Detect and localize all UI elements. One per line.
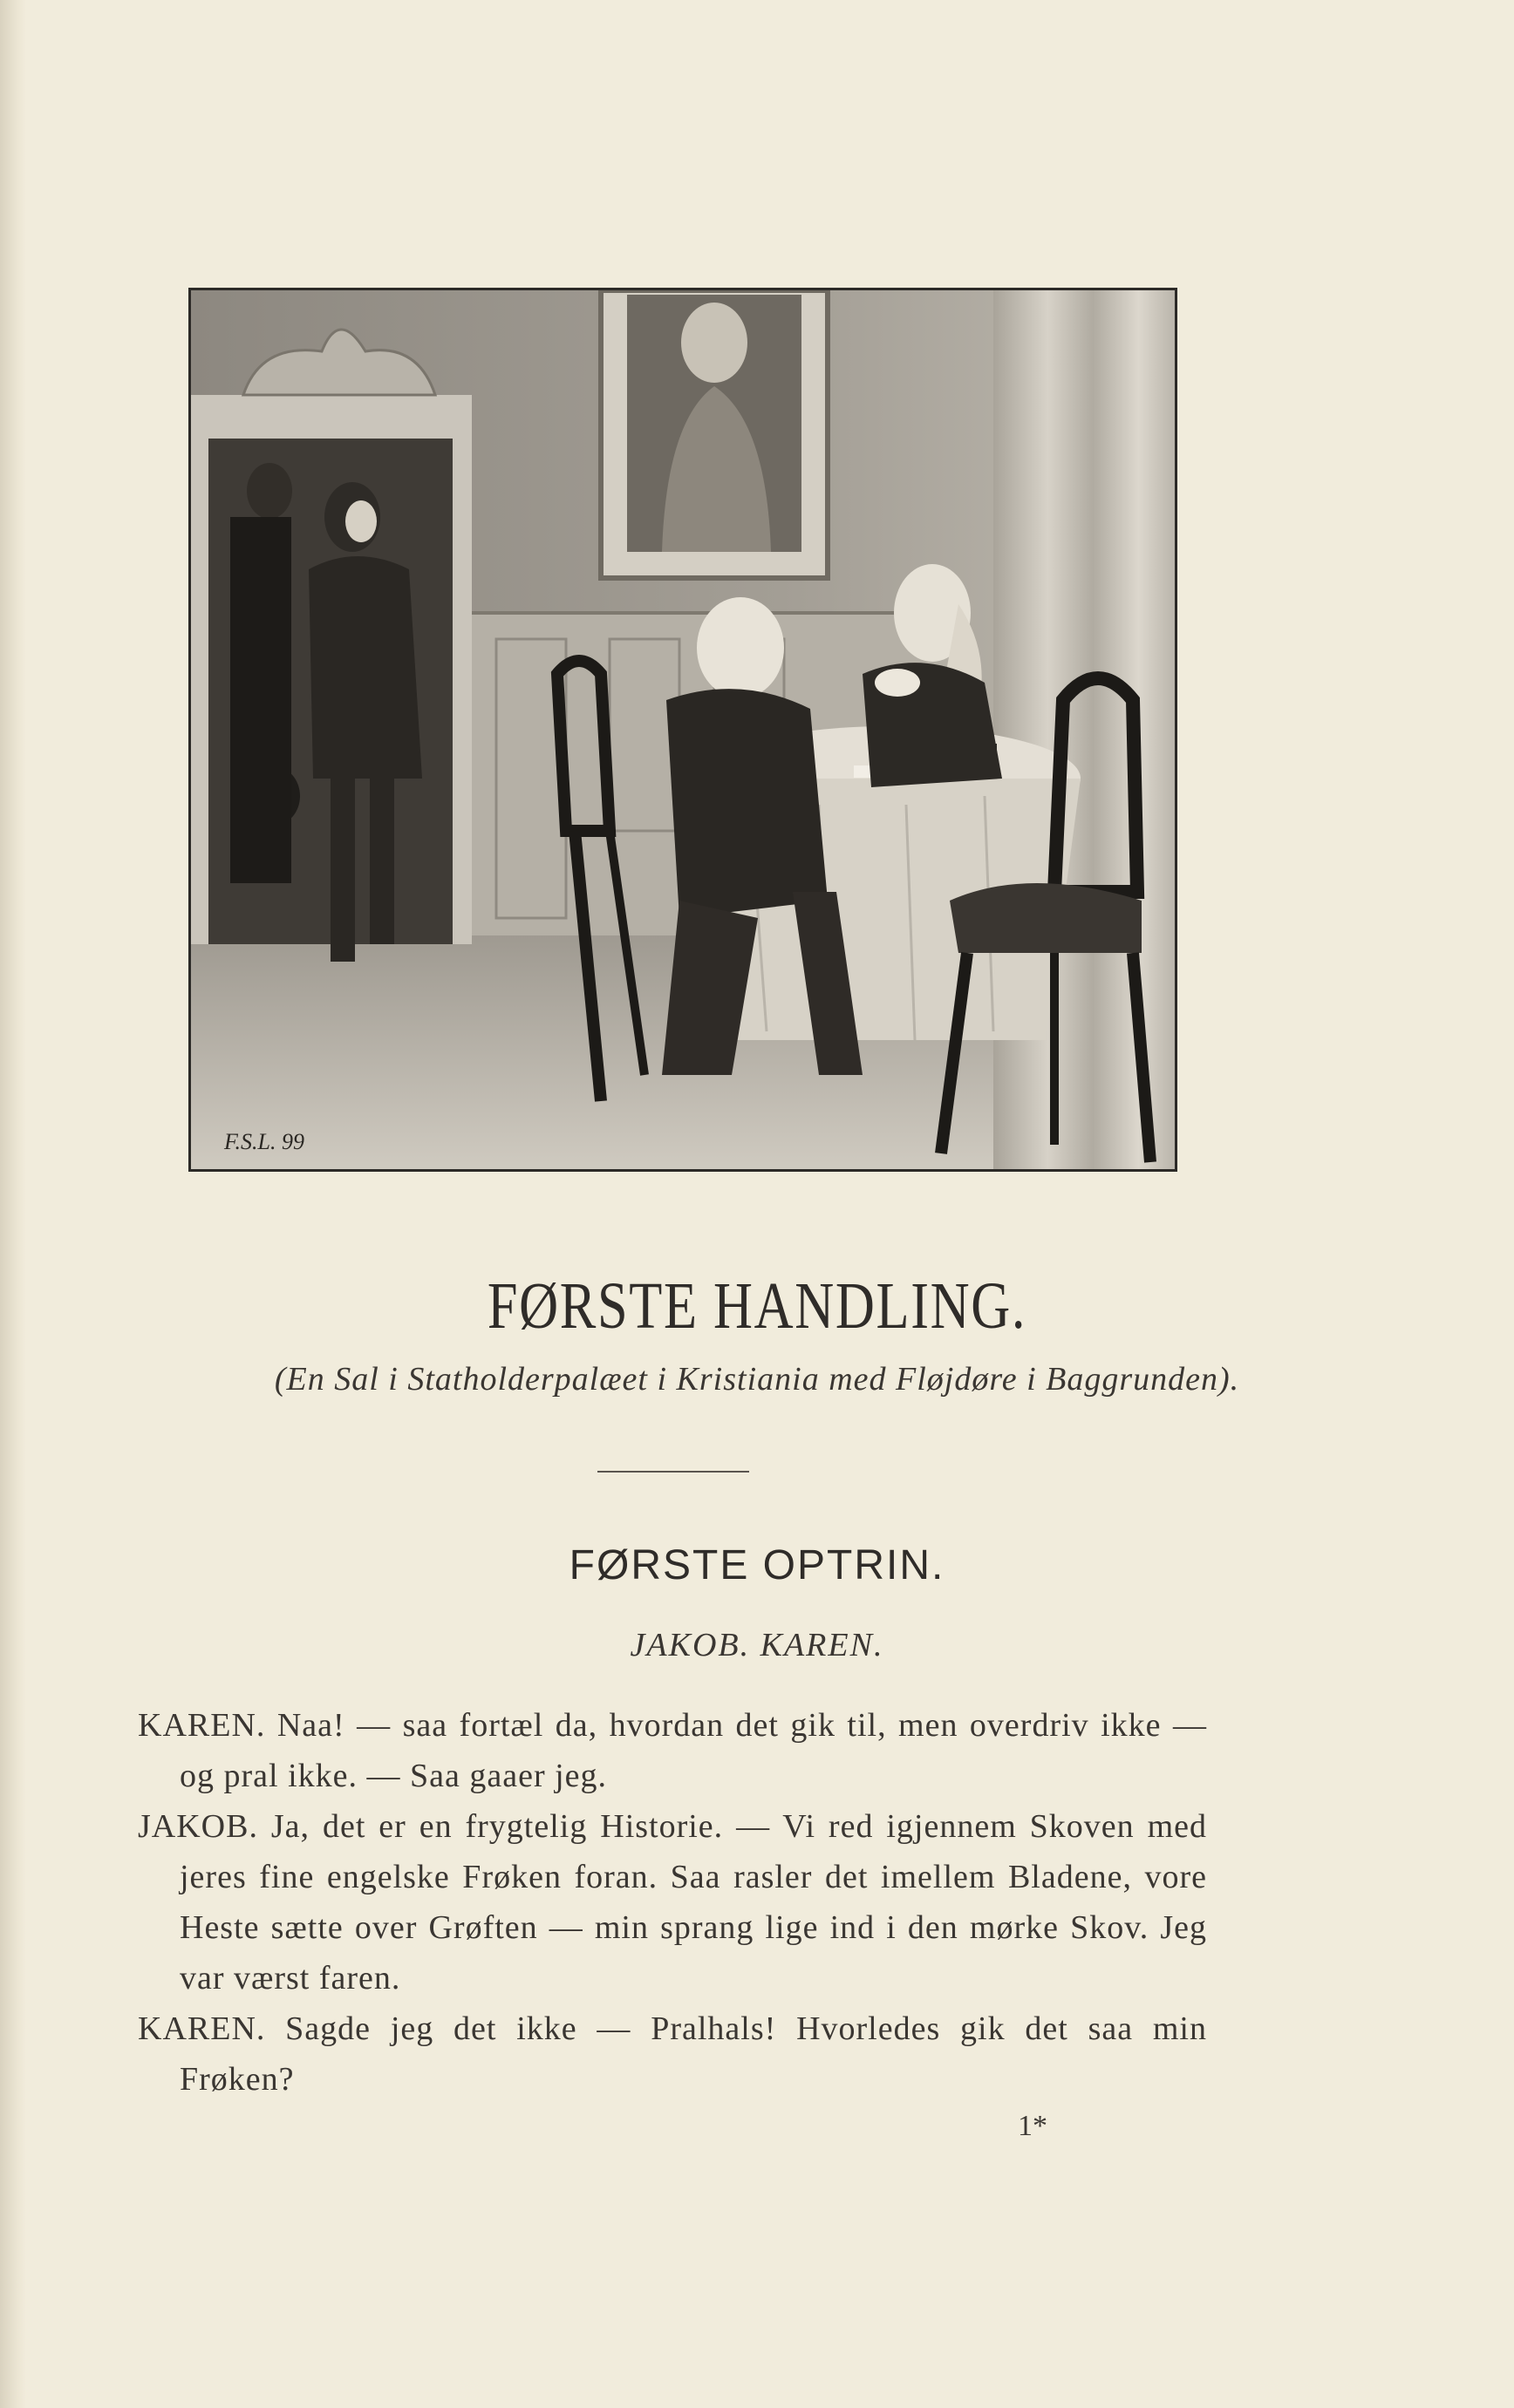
speech-text: Ja, det er en frygtelig Historie. — Vi red igjennem Skoven med jeres fine engelske Frøken foran. Saa rasler det imellem Bladene, vore Heste sætte over Grøften — min sprang lige ind i den mørke Skov. Jeg var værst faren.	[180, 1808, 1208, 1996]
frontispiece-illustration	[188, 288, 1177, 1172]
speech-text: Sagde jeg det ikke — Pralhals! Hvorledes gik det saa min Frøken?	[180, 2010, 1207, 2098]
speaker-name: KAREN.	[138, 1707, 266, 1744]
signature-mark: 1*	[1018, 2110, 1047, 2142]
divider-rule	[597, 1471, 749, 1473]
scene-title: FØRSTE OPTRIN.	[569, 1542, 945, 1588]
act-title: FØRSTE HANDLING.	[487, 1269, 1027, 1343]
speech-text: Naa! — saa fortæl da, hvordan det gik til, men overdriv ikke — og pral ikke. — Saa gaaer jeg.	[180, 1707, 1207, 1794]
speech-jakob-1	[138, 1801, 1207, 2003]
page-edge-shadow	[0, 0, 26, 2408]
speech-karen-1	[138, 1700, 1207, 1801]
scene-setting: (En Sal i Statholderpalæet i Kristiania med Fløjdøre i Baggrunden).	[274, 1361, 1240, 1398]
speaker-name: KAREN.	[138, 2010, 266, 2047]
dialogue	[138, 1700, 1207, 2105]
speaker-name: JAKOB.	[138, 1808, 258, 1845]
guard-figure	[230, 463, 292, 883]
speech-karen-2	[138, 2003, 1207, 2105]
character-list: JAKOB. KAREN.	[630, 1627, 884, 1663]
artist-signature: F.S.L. 99	[224, 1129, 304, 1154]
